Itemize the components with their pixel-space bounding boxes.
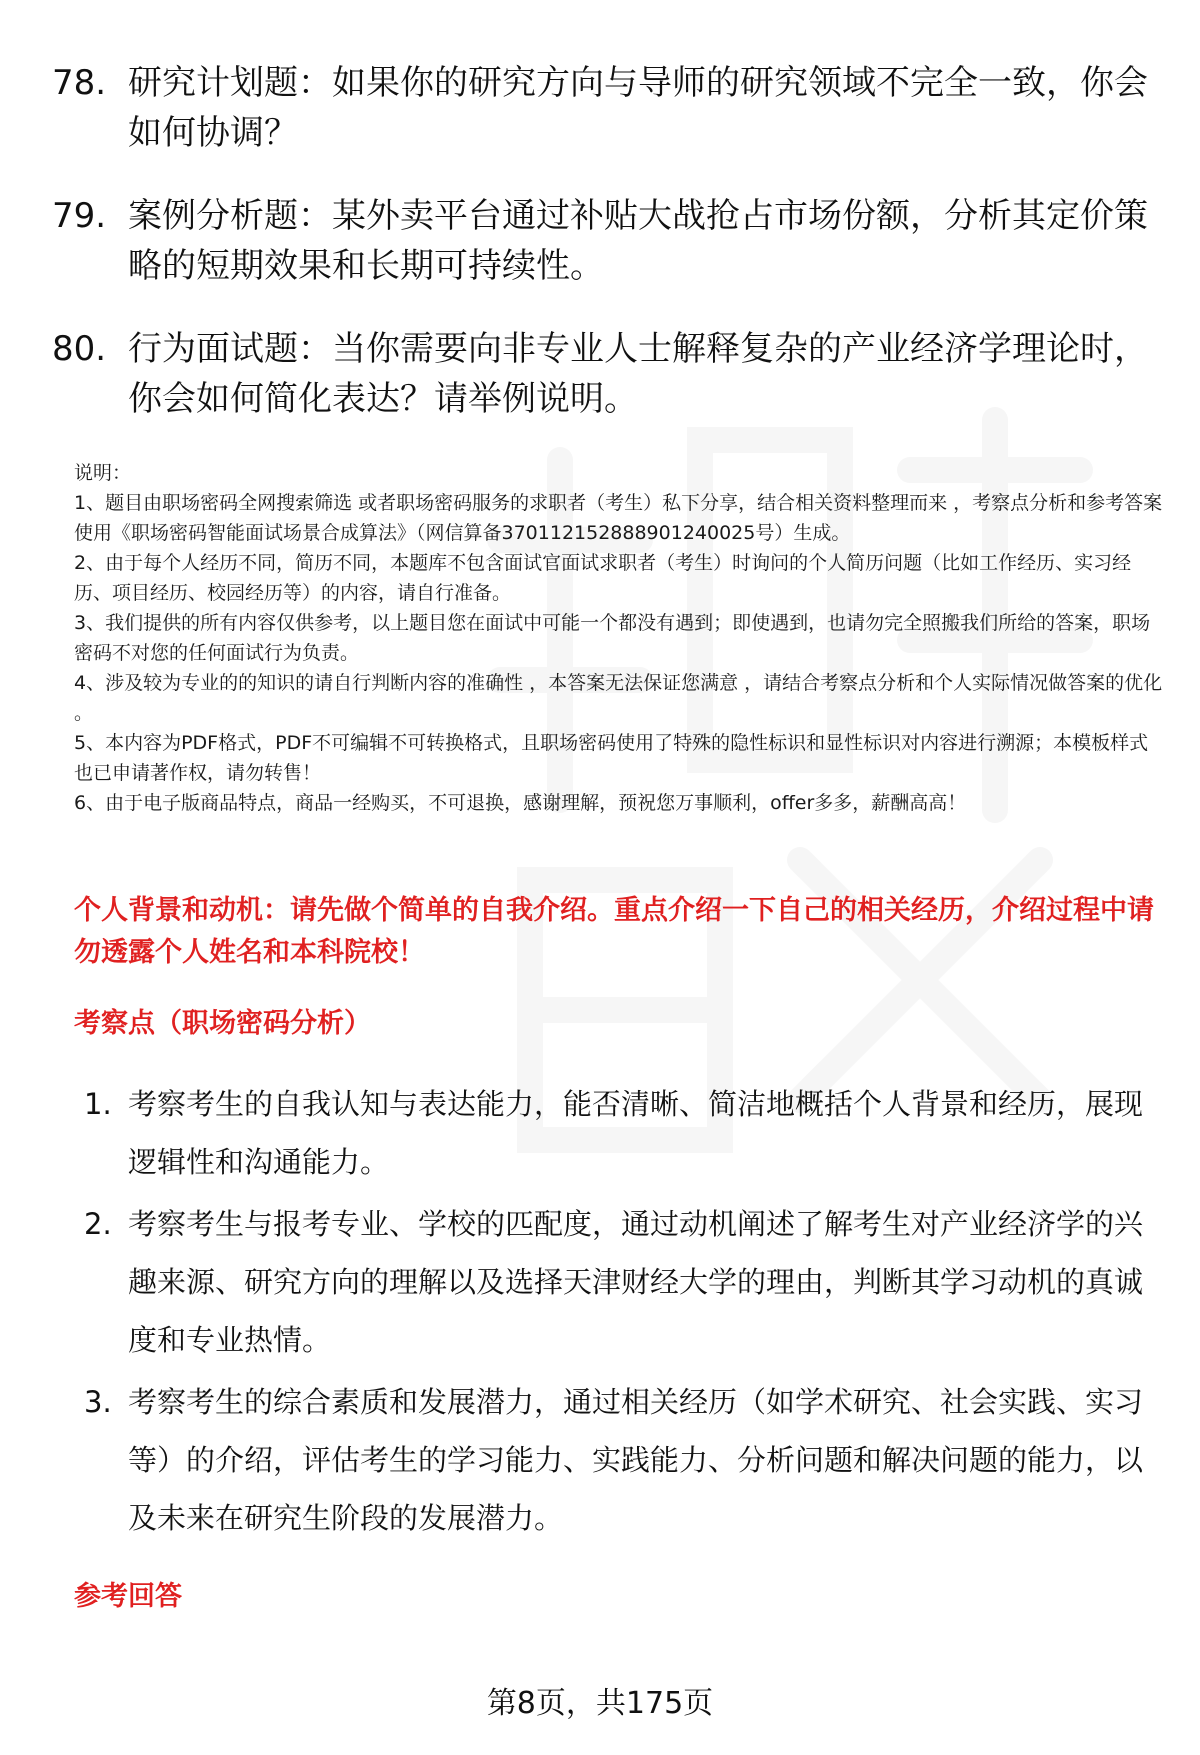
analysis-point (84, 1195, 1164, 1369)
question-item-78 (52, 58, 1162, 158)
notes-section (74, 458, 1164, 818)
question-item-79 (52, 191, 1162, 291)
notes-item: 6、由于电子版商品特点，商品一经购买，不可退换，感谢理解，预祝您万事顺利，offer多多，薪酬高高！ (74, 792, 967, 814)
question-item-80 (52, 324, 1162, 424)
point-text: 考察考生的综合素质和发展潜力，通过相关经历（如学术研究、社会实践、实习等）的介绍，评估考生的学习能力、实践能力、分析问题和解决问题的能力，以及未来在研究生阶段的发展潜力。 (128, 1385, 1144, 1535)
point-number: 2. (84, 1207, 112, 1241)
point-number: 1. (84, 1087, 112, 1121)
notes-item: 4、涉及较为专业的的知识的请自行判断内容的准确性 ，本答案无法保证您满意 ，请结合考察点分析和个人实际情况做答案的优化 。 (74, 672, 1163, 724)
analysis-point (84, 1373, 1164, 1547)
question-number: 78. (52, 63, 107, 103)
notes-item: 3、我们提供的所有内容仅供参考，以上题目您在面试中可能一个都没有遇到；即使遇到，也请勿完全照搬我们所给的答案，职场密码不对您的任何面试行为负责。 (74, 612, 1151, 664)
point-text: 考察考生与报考专业、学校的匹配度，通过动机阐述了解考生对产业经济学的兴趣来源、研究方向的理解以及选择天津财经大学的理由，判断其学习动机的真诚度和专业热情。 (128, 1207, 1144, 1357)
question-number: 79. (52, 196, 107, 236)
question-text: 研究计划题：如果你的研究方向与导师的研究领域不完全一致，你会如何协调？ (128, 63, 1148, 153)
main-question-heading: 个人背景和动机：请先做个简单的自我介绍。重点介绍一下自己的相关经历，介绍过程中请勿透露个人姓名和本科院校！ (74, 895, 1154, 968)
notes-item: 1、题目由职场密码全网搜索筛选 或者职场密码服务的求职者（考生）私下分享，结合相关资料整理而来 ，考察点分析和参考答案使用《职场密码智能面试场景合成算法》（网信算备370112152888901240025号）生成。 (74, 492, 1163, 544)
question-text: 行为面试题：当你需要向非专业人士解释复杂的产业经济学理论时，你会如何简化表达？请举例说明。 (128, 329, 1148, 419)
point-number: 3. (84, 1385, 112, 1419)
question-text: 案例分析题：某外卖平台通过补贴大战抢占市场份额，分析其定价策略的短期效果和长期可持续性。 (128, 196, 1148, 286)
notes-item: 5、本内容为PDF格式，PDF不可编辑不可转换格式，且职场密码使用了特殊的隐性标识和显性标识对内容进行溯源；本模板样式也已申请著作权，请勿转售！ (74, 732, 1149, 784)
analysis-point (84, 1075, 1164, 1191)
analysis-label: 考察点（职场密码分析） (74, 1008, 371, 1039)
notes-title: 说明： (74, 462, 132, 484)
page-footer: 第8页，共175页 (486, 1686, 714, 1721)
notes-item: 2、由于每个人经历不同，简历不同，本题库不包含面试官面试求职者（考生）时询问的个人简历问题（比如工作经历、实习经历、项目经历、校园经历等）的内容，请自行准备。 (74, 552, 1132, 604)
analysis-points (84, 1075, 1164, 1551)
question-list (52, 58, 1162, 457)
reference-answer-label: 参考回答 (74, 1581, 182, 1612)
point-text: 考察考生的自我认知与表达能力，能否清晰、简洁地概括个人背景和经历，展现逻辑性和沟通能力。 (128, 1087, 1144, 1179)
question-number: 80. (52, 329, 107, 369)
